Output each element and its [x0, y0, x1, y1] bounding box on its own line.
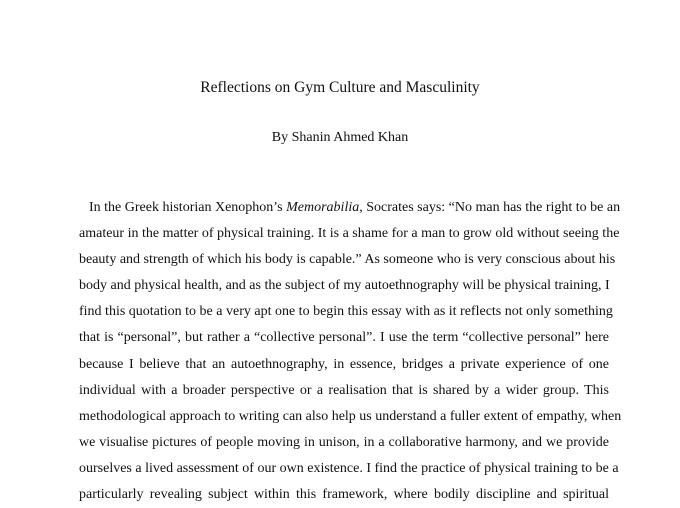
line-text: , Socrates says: “No man has the right to be an	[359, 200, 621, 215]
body-paragraph	[79, 195, 622, 508]
paragraph-line: find this quotation to be a very apt one to begin this essay with as it reflects not only something	[79, 304, 613, 320]
paragraph-line: we visualise pictures of people moving in unison, in a collaborative harmony, and we provide	[79, 434, 609, 450]
document-title: Reflections on Gym Culture and Masculinity	[200, 79, 480, 96]
paragraph-line: that is “personal”, but rather a “collective personal”. I use the term “collective personal” here	[79, 330, 609, 346]
paragraph-line: amateur in the matter of physical training. It is a shame for a man to grow old without seeing the	[79, 226, 620, 242]
paragraph-line: ourselves a lived assessment of our own existence. I find the practice of physical training to be a	[79, 460, 619, 476]
paragraph-line: methodological approach to writing can also help us understand a fuller extent of empathy, when	[79, 408, 622, 424]
paragraph-line: body and physical health, and as the subject of my autoethnography will be physical training, I	[79, 278, 610, 294]
paragraph-line	[79, 195, 621, 221]
paragraph-line: because I believe that an autoethnography, in essence, bridges a private experience of one	[79, 356, 609, 372]
paragraph-line: particularly revealing subject within this framework, where bodily discipline and spiritual	[79, 487, 609, 503]
author-byline: By Shanin Ahmed Khan	[271, 130, 409, 145]
paragraph-line: beauty and strength of which his body is capable.” As someone who is very conscious about his	[79, 252, 616, 268]
line-text: In the Greek historian Xenophon’s	[89, 200, 287, 215]
italic-title: Memorabilia	[286, 200, 360, 215]
paragraph-line: individual with a broader perspective or a realisation that is shared by a wider group. This	[79, 382, 609, 398]
